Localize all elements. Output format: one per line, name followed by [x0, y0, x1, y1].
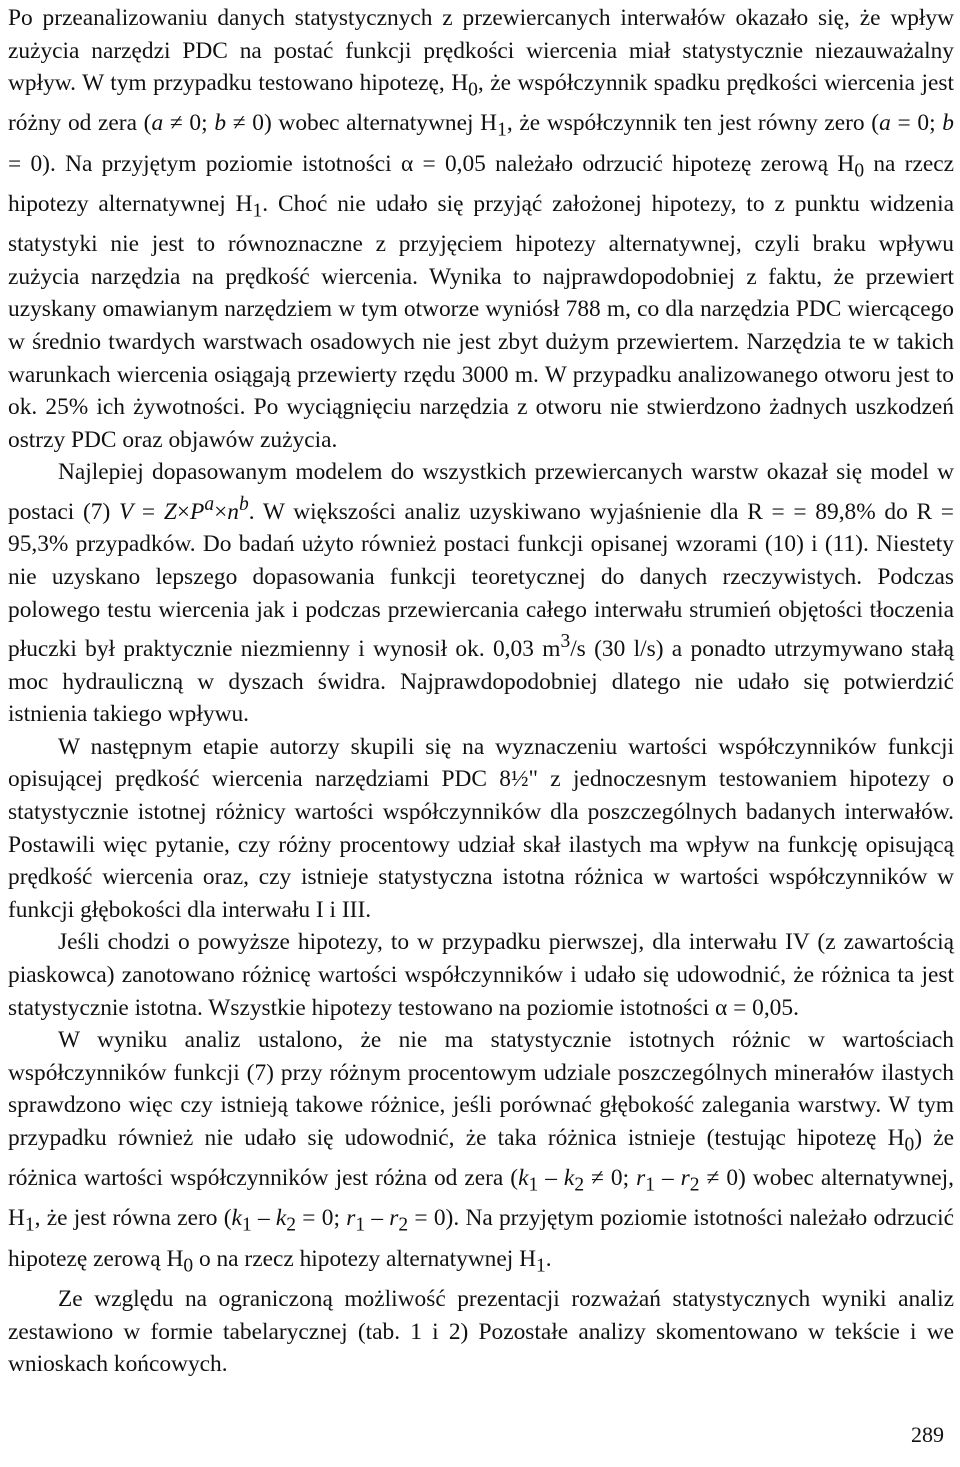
- paragraph-4: Jeśli chodzi o powyższe hipotezy, to w przypadku pierwszej, dla interwału IV (z zawartością piaskowca) zanotowano różnicę wartości współczynników i udało się udowodnić, że różnica ta jest statystycznie istotna. Wszystkie hipotezy testowano na poziomie istotności α = 0,05.: [8, 929, 954, 1021]
- paragraph-6: Ze względu na ograniczoną możliwość prezentacji rozważań statystycznych wyniki analiz zestawiono w formie tabelarycznej (tab. 1 i 2) Pozostałe analizy skomentowano w tekście i we wnioskach końcowych.: [8, 1285, 954, 1378]
- paragraph-1: Po przeanalizowaniu danych statystycznych z przewiercanych interwałów okazało się, że wpływ zużycia narzędzi PDC na postać funkcji prędkości wiercenia miał statystycznie niezauważalny wpływ. W tym przypadku testowano hipotezę, $H_0$, że współczynnik spadku prędkości wiercenia jest różny od zera (a ≠ 0; b ≠ 0) wobec alternatywnej $H_1$, że współczynnik ten jest równy zero (a = 0; b = 0). Na przyjętym poziomie istotności α = 0,05 należało odrzucić hipotezę zerową $H_0$ na rzecz hipotezy alternatywnej $H_1$. Choć nie udało się przyjąć założonej hipotezy, to z punktu widzenia statystyki nie jest to równoznaczne z przyjęciem hipotezy alternatywnej, czyli braku wpływu zużycia narzędzia na prędkość wiercenia. Wynika to najprawdopodobniej z faktu, że przewiert uzyskany omawianym narzędziem w tym otworze wyniósł 788 m, co dla narzędzia PDC wiercącego w średnio twardych warstwach osadowych nie jest zbyt dużym przewiertem. Narzędzia te w takich warunkach wiercenia osiągają przewierty rzędu 3000 m. W przypadku analizowanego otworu jest to ok. 25% ich żywotności. Po wyciągnięciu narzędzia z otworu nie stwierdzono żadnych uszkodzeń ostrzy PDC oraz objawów zużycia.: [8, 5, 955, 453]
- page-number: 289: [911, 1422, 944, 1447]
- paragraph-2: Najlepiej dopasowanym modelem do wszystkich przewiercanych warstw okazał się model w postaci (7) $V = Z\times P^a\times n^b$. W większości analiz uzyskiwano wyjaśnienie dla R = = 89,8% do R = 95,3% przypadków. Do badań użyto również postaci funkcji opisanej wzorami (10) i (11). Niestety nie uzyskano lepszego dopasowania funkcji teoretycznej do danych rzeczywistych. Podczas polowego testu wiercenia jak i podczas przewiercania całego interwału strumień objętości tłoczenia płuczki był praktycznie niezmienny i wynosił ok. 0,03 $m^3/s$ (30 l/s) a ponadto utrzymywano stałą moc hydrauliczną w dyszach świdra. Najprawdopodobniej dlatego nie udało się potwierdzić istnienia takiego wpływu.: [8, 459, 955, 728]
- paragraph-3: W następnym etapie autorzy skupili się na wyznaczeniu wartości współczynników funkcji opisującej prędkość wiercenia narzędziami PDC 8½" z jednoczesnym testowaniem hipotezy o statystycznie istotnej różnicy wartości współczynników dla poszczególnych badanych interwałów. Postawili więc pytanie, czy różny procentowy udział skał ilastych ma wpływ na funkcję opisującą prędkość wiercenia oraz, czy istnieje statystyczna istotna różnica w wartości współczynników w funkcji głębokości dla interwału I i III.: [8, 733, 954, 923]
- paragraph-5: W wyniku analiz ustalono, że nie ma statystycznie istotnych różnic w wartościach współczynników funkcji (7) przy różnym procentowym udziale poszczególnych minerałów ilastych sprawdzono więc czy istnieją takowe różnice, jeśli porównać głębokość zalegania warstwy. W tym przypadku również nie udało się udowodnić, że taka różnica istnieje (testując hipotezę $H_0$) że różnica wartości współczynników jest różna od zera ($k_1 - k_2 \ne 0$; $r_1 - r_2 \ne 0$) wobec alternatywnej, $H_1$, że jest równa zero ($k_1 - k_2 = 0$; $r_1 - r_2 = 0$). Na przyjętym poziomie istotności należało odrzucić hipotezę zerową $H_0$ o na rzecz hipotezy alternatywnej $H_1$.: [8, 1027, 955, 1277]
- page-body: [8, 2, 954, 1381]
